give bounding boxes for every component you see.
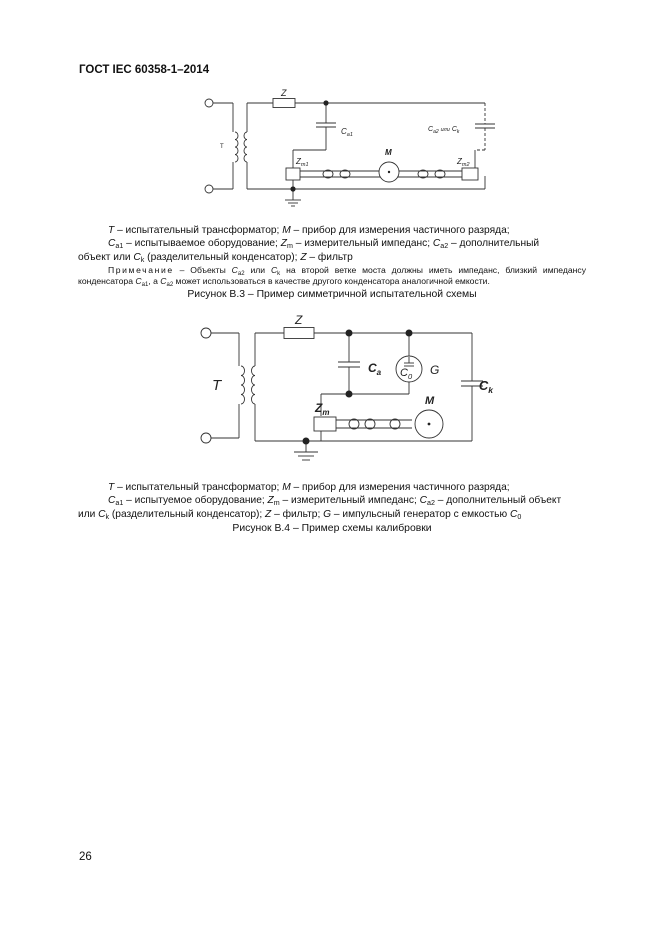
b3-legend-line1: T – испытательный трансформатор; M – прибор для измерения частичного разряда;	[108, 225, 510, 236]
b3-figure-title: Рисунок В.3 – Пример симметричной испытательной схемы	[187, 289, 477, 301]
b4-label-t: T	[212, 377, 222, 394]
b3-legend-line2: $C_{a1}$ – испытываемое оборудование; $Z_m$ – измерительный импеданс; $C_{a2}$ – дополнительный	[108, 238, 540, 251]
b3-label-z: Z	[281, 88, 287, 98]
figure-b3-svg	[195, 88, 505, 213]
b3-label-ca2-ck: $C_{a2}$ $^{или}$ $C_k$	[428, 126, 460, 135]
b3-label-zm2: $Z_{m2}$	[457, 157, 470, 168]
b4-legend-line2: $C_{a1}$ – испытуемое оборудование; $Z_m$ – измерительный импеданс; $C_{a2}$ – дополнительный объект	[108, 495, 562, 508]
b3-note: Примечание – Объекты $C_{a2}$ или $C_k$ на второй ветке моста должны иметь импеданс, близкий импедансу конденсатора $C_{a1}$, а $C_{a2}$ может использоваться в качестве другого конденсатора аналогичной емкости.	[78, 265, 587, 289]
b4-legend-line1: T – испытательный трансформатор; M – прибор для измерения частичного разряда;	[108, 482, 510, 493]
page-number: 26	[79, 851, 92, 863]
figure-b4-svg	[195, 314, 495, 464]
b3-label-m: M	[385, 148, 392, 157]
b4-label-m: M	[425, 395, 435, 407]
b4-label-c0: $C_0$	[400, 367, 413, 381]
b4-label-zm: $Z_m$	[315, 401, 330, 417]
b4-figure-title: Рисунок В.4 – Пример схемы калибровки	[232, 523, 432, 535]
b3-label-t: T	[220, 144, 224, 150]
b4-label-z: Z	[295, 314, 303, 327]
b3-label-ca1: $C_{a1}$	[341, 127, 353, 138]
figure-b3-caption	[78, 224, 586, 302]
b4-label-ca: $C_a$	[368, 361, 382, 377]
b3-legend-line3: объект или $C_k$ (разделительный конденсатор); Z – фильтр	[78, 251, 353, 264]
b3-label-zm1: $Z_{m1}$	[296, 157, 309, 168]
b4-legend-line3: или $C_k$ (разделительный конденсатор); Z – фильтр; G – импульсный генератор с емкостью $C_0$	[78, 508, 522, 521]
figure-b4-caption	[78, 481, 586, 536]
figure-b4-diagram	[195, 314, 495, 464]
document-header: ГОСТ IEC 60358-1–2014	[79, 64, 210, 76]
b4-label-g: G	[430, 363, 440, 377]
figure-b3-diagram	[195, 88, 505, 213]
b4-label-ck: $C_k$	[478, 378, 493, 395]
